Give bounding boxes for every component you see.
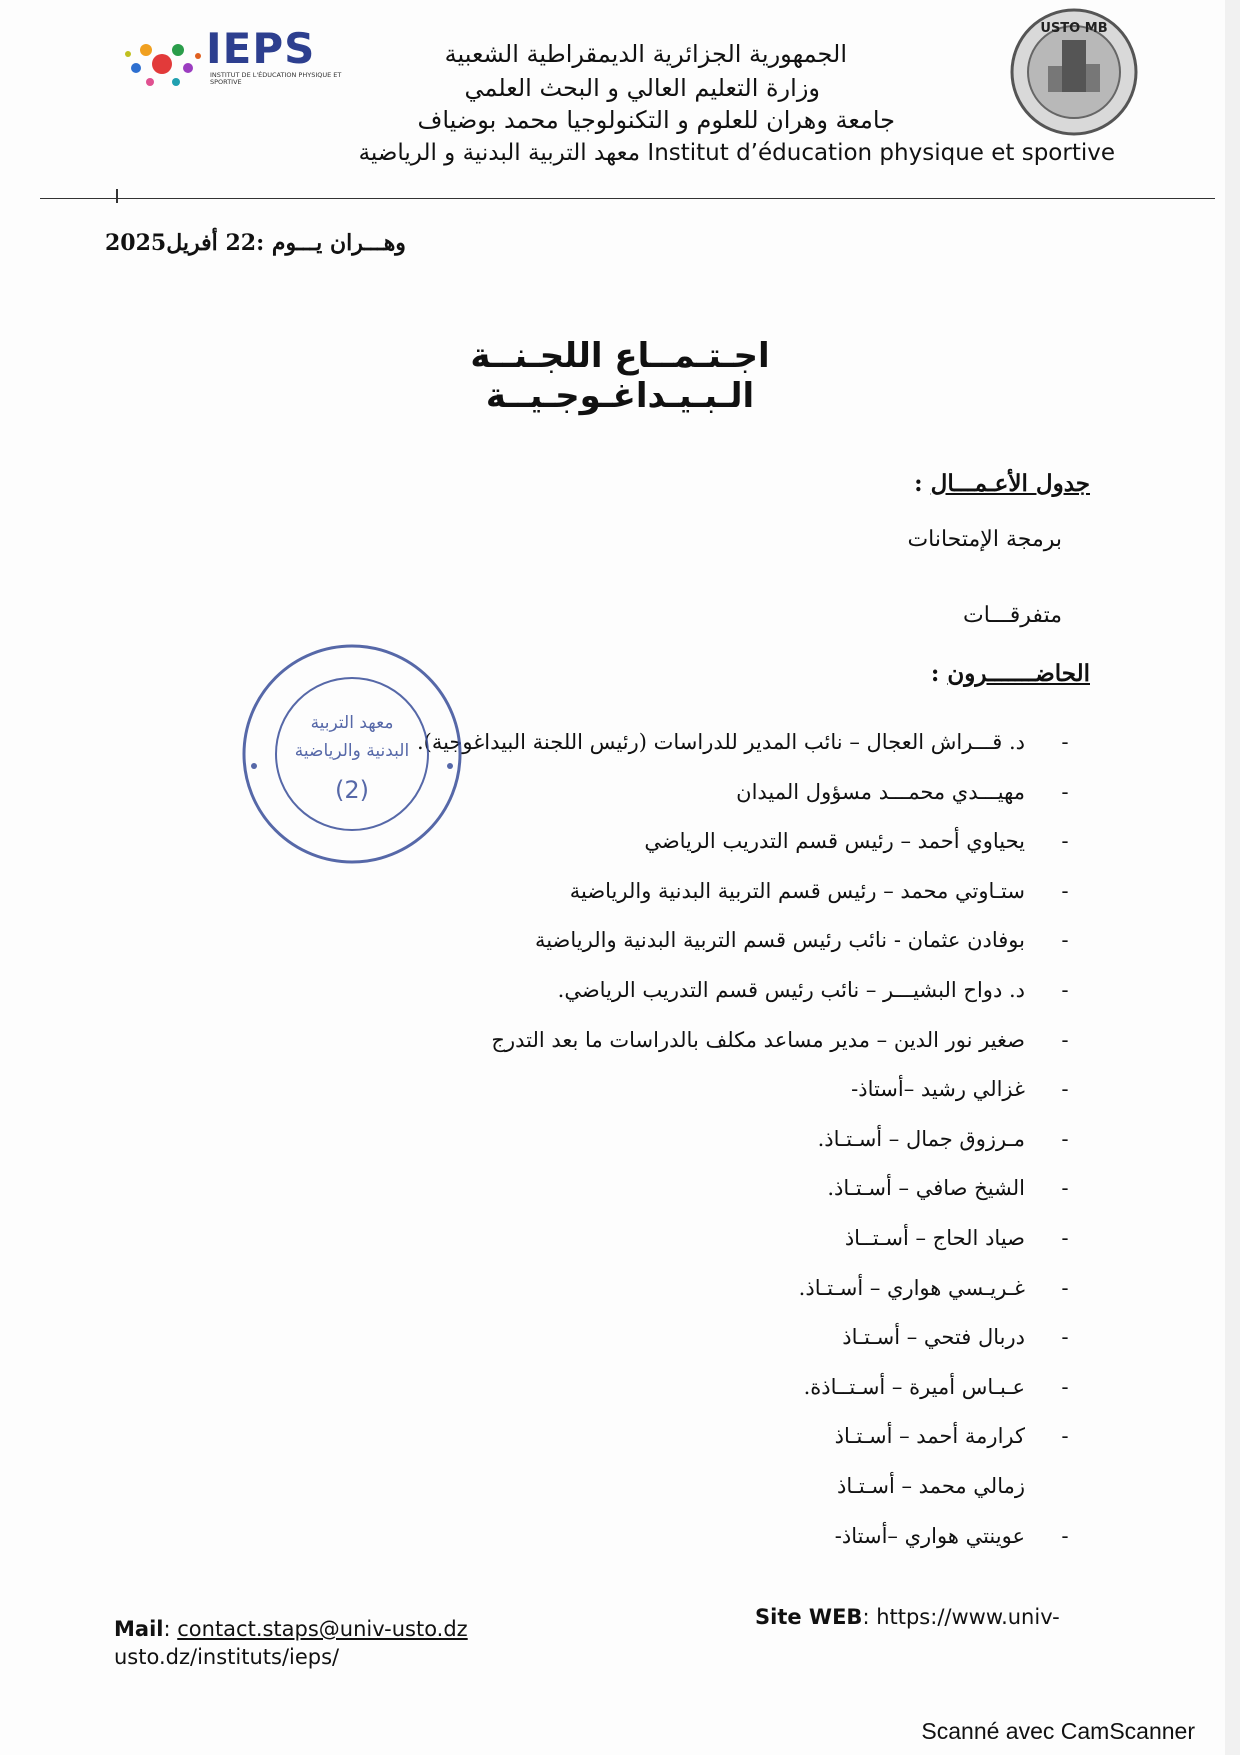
attendee-bullet: - xyxy=(1061,1176,1069,1200)
attendee-name: عـبـاس أميرة – أسـتــاذة. xyxy=(803,1375,1025,1399)
attendee-bullet: - xyxy=(1061,1127,1069,1151)
attendee-bullet: - xyxy=(1061,730,1069,754)
attendee-row xyxy=(175,1474,1075,1514)
attendee-row xyxy=(175,1176,1075,1216)
footer-web-label: Site WEB xyxy=(755,1605,863,1629)
header-line-ministry: وزارة التعليم العالي و البحث العلمي xyxy=(464,74,820,102)
footer-mail-link[interactable]: contact.staps@univ-usto.dz xyxy=(177,1617,468,1641)
ieps-logo-text: IEPS xyxy=(206,24,316,73)
attendee-row xyxy=(175,1077,1075,1117)
attendee-row xyxy=(175,879,1075,919)
attendee-row xyxy=(175,1276,1075,1316)
attendee-name: د. دواح البشيـــر – نائب رئيس قسم التدريب الرياضي. xyxy=(557,978,1025,1002)
footer-mail-line2: usto.dz/instituts/ieps/ xyxy=(114,1645,340,1669)
page-title: اجـتـمــاع اللجـنــة الـبـيـداغـوجـيــة xyxy=(470,336,770,416)
attendee-name: كرارمة أحمد – أسـتـاذ xyxy=(834,1424,1025,1448)
header-line-university: جامعة وهران للعلوم و التكنولوجيا محمد بوضياف xyxy=(417,106,895,134)
attendee-bullet: - xyxy=(1061,1424,1069,1448)
attendee-name: د. قـــراش العجال – نائب المدير للدراسات (رئيس اللجنة البيداغوجية). xyxy=(416,730,1025,754)
ieps-logo xyxy=(118,24,358,92)
scan-edge xyxy=(1225,0,1240,1755)
attendee-bullet: - xyxy=(1061,928,1069,952)
attendee-name: مـرزوق جمال – أسـتـاذ. xyxy=(817,1127,1025,1151)
header-divider xyxy=(40,198,1215,199)
attendee-bullet: - xyxy=(1061,1325,1069,1349)
attendee-bullet: - xyxy=(1061,879,1069,903)
attendee-row xyxy=(175,1028,1075,1068)
attendee-name: صغير نور الدين – مدير مساعد مكلف بالدراسات ما بعد التدرج xyxy=(491,1028,1025,1052)
attendee-name: غـريـسي هواري – أسـتـاذ. xyxy=(798,1276,1025,1300)
attendee-row xyxy=(175,1524,1075,1564)
attendee-bullet: - xyxy=(1061,1226,1069,1250)
attendees-heading-text: الحاضـــــــرون xyxy=(947,660,1090,687)
footer-mail: Mail: contact.staps@univ-usto.dz usto.dz/instituts/ieps/ xyxy=(114,1617,468,1669)
footer-web-link[interactable]: https://www.univ- xyxy=(876,1605,1060,1629)
attendee-row xyxy=(175,1127,1075,1167)
attendee-bullet: - xyxy=(1061,978,1069,1002)
attendee-name: غزالي رشيد –أستاذ- xyxy=(851,1077,1025,1101)
stamp-number: (2) xyxy=(335,776,369,804)
agenda-heading xyxy=(914,470,1090,497)
header-divider-mark xyxy=(116,189,118,203)
attendee-name: ستـاوتي محمد – رئيس قسم التربية البدنية والرياضية xyxy=(569,879,1025,903)
agenda-item: متفرقـــات xyxy=(963,603,1062,628)
header-line-republic: الجمهورية الجزائرية الديمقراطية الشعبية xyxy=(444,40,847,68)
attendee-bullet: - xyxy=(1061,1276,1069,1300)
attendee-bullet: - xyxy=(1061,1375,1069,1399)
attendee-bullet: - xyxy=(1061,1524,1069,1548)
attendee-row xyxy=(175,1226,1075,1266)
date-line: وهـــران يـــوم :22 أفريل2025 xyxy=(105,230,406,256)
stamp-text-2: البدنية والرياضية xyxy=(294,741,410,761)
header-line-institute: Institut d’éducation physique et sportive معهد التربية البدنية و الرياضية xyxy=(358,140,1115,166)
attendee-name: زمالي محمد – أسـتـاذ xyxy=(836,1474,1025,1498)
attendee-bullet: - xyxy=(1061,1028,1069,1052)
attendee-name: مهيـــدي محمـــد مسؤول الميدان xyxy=(736,780,1025,804)
attendee-bullet: - xyxy=(1061,1077,1069,1101)
agenda-heading-colon: : xyxy=(914,470,931,497)
usto-seal-text: USTO MB xyxy=(1040,21,1108,36)
attendee-name: صياد الحاج – أسـتــاذ xyxy=(844,1226,1025,1250)
attendee-name: بوفادن عثمان - نائب رئيس قسم التربية البدنية والرياضية xyxy=(534,928,1025,952)
institute-stamp-icon xyxy=(238,640,466,868)
ieps-logo-subtitle: INSTITUT DE L'ÉDUCATION PHYSIQUE ET SPORTIVE xyxy=(210,71,342,86)
stamp-text-1: معهد التربية xyxy=(310,713,394,733)
agenda-heading-text: جدول الأعـمـــال xyxy=(930,470,1090,497)
attendee-name: عوينتي هواري –أستاذ- xyxy=(834,1524,1025,1548)
footer-mail-label: Mail xyxy=(114,1617,164,1641)
scanner-watermark: Scanné avec CamScanner xyxy=(921,1718,1195,1744)
attendee-name: يحياوي أحمد – رئيس قسم التدريب الرياضي xyxy=(644,829,1025,853)
footer-website: Site WEB: https://www.univ- xyxy=(755,1605,1060,1629)
attendees-heading xyxy=(931,660,1090,687)
attendee-row xyxy=(175,1424,1075,1464)
attendee-row xyxy=(175,1375,1075,1415)
attendees-heading-colon: : xyxy=(930,660,948,687)
agenda-item: برمجة الإمتحانات xyxy=(907,527,1062,552)
attendee-row xyxy=(175,978,1075,1018)
usto-mb-seal-icon xyxy=(1008,6,1140,138)
attendee-row xyxy=(175,1325,1075,1365)
attendee-name: دربال فتحي – أسـتـاذ xyxy=(842,1325,1025,1349)
attendee-name: الشيخ صافي – أسـتـاذ. xyxy=(827,1176,1025,1200)
attendee-bullet: - xyxy=(1061,780,1069,804)
attendee-row xyxy=(175,928,1075,968)
attendee-bullet: - xyxy=(1061,829,1069,853)
ieps-logo-icon xyxy=(118,36,206,90)
